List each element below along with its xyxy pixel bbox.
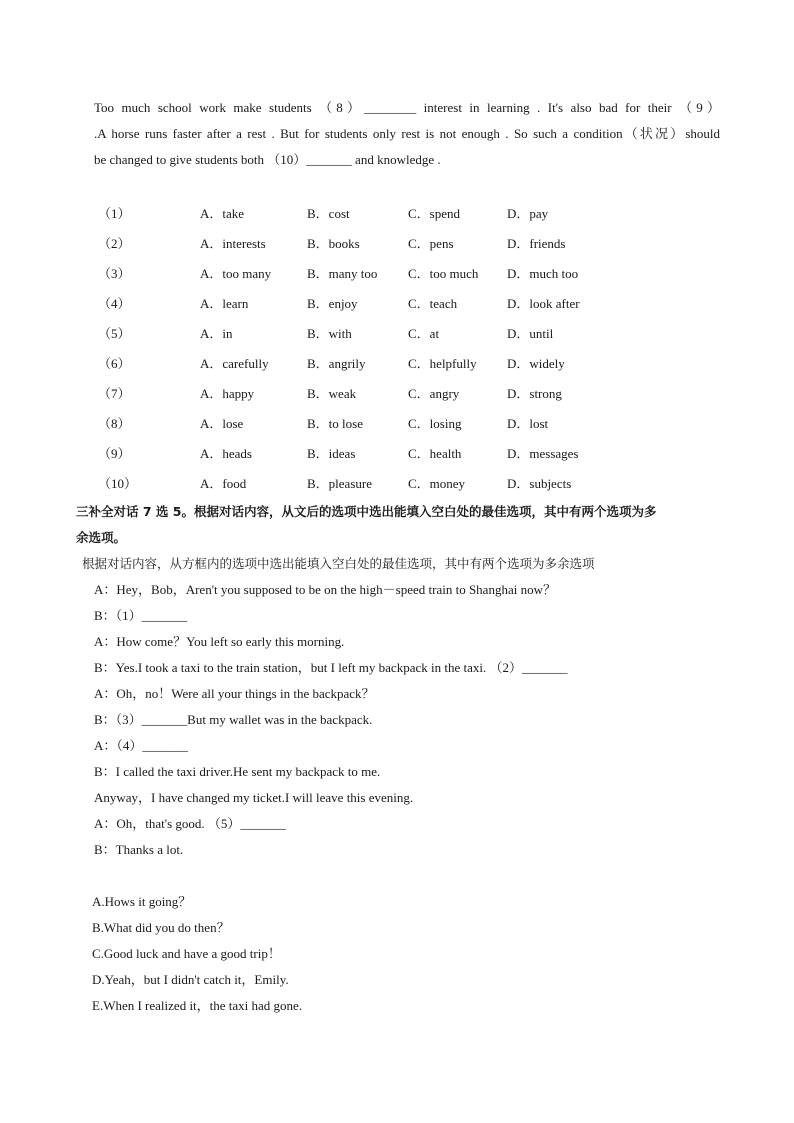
dialogue — [94, 577, 734, 863]
option-b: B．with — [307, 326, 352, 341]
option-c: C．too much — [408, 266, 479, 281]
question-number: （1） — [98, 206, 131, 221]
option-b: B．enjoy — [307, 296, 358, 311]
option-c: C．helpfully — [408, 356, 477, 371]
question-number: （2） — [98, 236, 131, 251]
option-a: A．learn — [200, 296, 249, 311]
option-d: D．much too — [507, 266, 579, 281]
option-d: D．lost — [507, 416, 549, 431]
answer-choices — [92, 889, 732, 1019]
option-c: C．losing — [408, 416, 462, 431]
question-number: （6） — [98, 356, 131, 371]
option-a: A．carefully — [200, 356, 269, 371]
question-number: （4） — [98, 296, 131, 311]
option-b: B．ideas — [307, 446, 356, 461]
option-d: D．until — [507, 326, 554, 341]
question-number: （5） — [98, 326, 131, 341]
option-c: C．teach — [408, 296, 458, 311]
choice-item: C.Good luck and have a good trip！ — [92, 946, 281, 961]
option-b: B．to lose — [307, 416, 363, 431]
question-number: （3） — [98, 266, 131, 281]
option-d: D．pay — [507, 206, 549, 221]
option-a: A．lose — [200, 416, 244, 431]
passage-line-3: be changed to give students both （10）_______ and knowledge . — [94, 152, 441, 167]
option-c: C．at — [408, 326, 440, 341]
choice-item: E.When I realized it，the taxi had gone. — [92, 998, 303, 1013]
option-d: D．look after — [507, 296, 580, 311]
option-a: A．food — [200, 476, 247, 491]
option-d: D．subjects — [507, 476, 572, 491]
question-number: （8） — [98, 416, 131, 431]
option-row — [94, 321, 654, 351]
dialogue-line: B：（3）_______But my wallet was in the backpack. — [94, 712, 373, 727]
section-instruction: 根据对话内容，从方框内的选项中选出能填入空白处的最佳选项，其中有两个选项为多余选项 — [82, 556, 595, 571]
option-b: B．pleasure — [307, 476, 372, 491]
option-a: A．take — [200, 206, 245, 221]
option-row — [94, 261, 654, 291]
choice-item: B.What did you do then？ — [92, 920, 230, 935]
option-row — [94, 381, 654, 411]
option-a: A．happy — [200, 386, 255, 401]
option-d: D．messages — [507, 446, 579, 461]
section-heading-line-2: 余选项。 — [76, 530, 127, 545]
dialogue-line: B：I called the taxi driver.He sent my backpack to me. — [94, 764, 381, 779]
option-c: C．health — [408, 446, 462, 461]
option-row — [94, 231, 654, 261]
question-number: （7） — [98, 386, 131, 401]
option-a: A．too many — [200, 266, 272, 281]
option-d: D．widely — [507, 356, 565, 371]
question-number: （10） — [98, 476, 138, 491]
option-b: B．many too — [307, 266, 378, 281]
option-b: B．books — [307, 236, 360, 251]
option-d: D．friends — [507, 236, 566, 251]
passage-line-1: Too much school work make students （8）________ interest in learning . It's also bad for their （9） — [94, 100, 720, 115]
dialogue-line: Anyway，I have changed my ticket.I will leave this evening. — [94, 790, 414, 805]
option-row — [94, 471, 654, 501]
dialogue-line: B：Thanks a lot. — [94, 842, 184, 857]
option-d: D．strong — [507, 386, 562, 401]
dialogue-line: B：Yes.I took a taxi to the train station，but I left my backpack in the taxi. （2）_______ — [94, 660, 568, 675]
option-a: A．in — [200, 326, 233, 341]
option-a: A．heads — [200, 446, 252, 461]
option-row — [94, 441, 654, 471]
option-c: C．pens — [408, 236, 454, 251]
passage — [94, 95, 720, 173]
option-row — [94, 411, 654, 441]
option-row — [94, 201, 654, 231]
option-c: C．money — [408, 476, 466, 491]
choice-item: D.Yeah，but I didn't catch it，Emily. — [92, 972, 289, 987]
dialogue-line: A：Oh，that's good. （5）_______ — [94, 816, 286, 831]
section-heading-line-1: 三补全对话 7 选 5。根据对话内容，从文后的选项中选出能填入空白处的最佳选项，其中有两个选项为多 — [76, 504, 657, 519]
option-a: A．interests — [200, 236, 266, 251]
dialogue-line: A：Oh，no！Were all your things in the backpack？ — [94, 686, 375, 701]
question-number: （9） — [98, 446, 131, 461]
section-heading — [76, 499, 726, 551]
option-row — [94, 291, 654, 321]
dialogue-line: A：（4）_______ — [94, 738, 188, 753]
dialogue-line: A：How come？You left so early this morning. — [94, 634, 345, 649]
choice-item: A.Hows it going？ — [92, 894, 192, 909]
option-row — [94, 351, 654, 381]
option-c: C．spend — [408, 206, 461, 221]
options-table — [94, 201, 654, 501]
option-b: B．weak — [307, 386, 357, 401]
dialogue-line: A：Hey，Bob，Aren't you supposed to be on the high－speed train to Shanghai now？ — [94, 582, 556, 597]
option-b: B．angrily — [307, 356, 366, 371]
passage-line-2: .A horse runs faster after a rest . But for students only rest is not enough . So such a condition（状况）should — [94, 126, 720, 141]
option-c: C．angry — [408, 386, 460, 401]
option-b: B．cost — [307, 206, 350, 221]
dialogue-line: B：（1）_______ — [94, 608, 188, 623]
